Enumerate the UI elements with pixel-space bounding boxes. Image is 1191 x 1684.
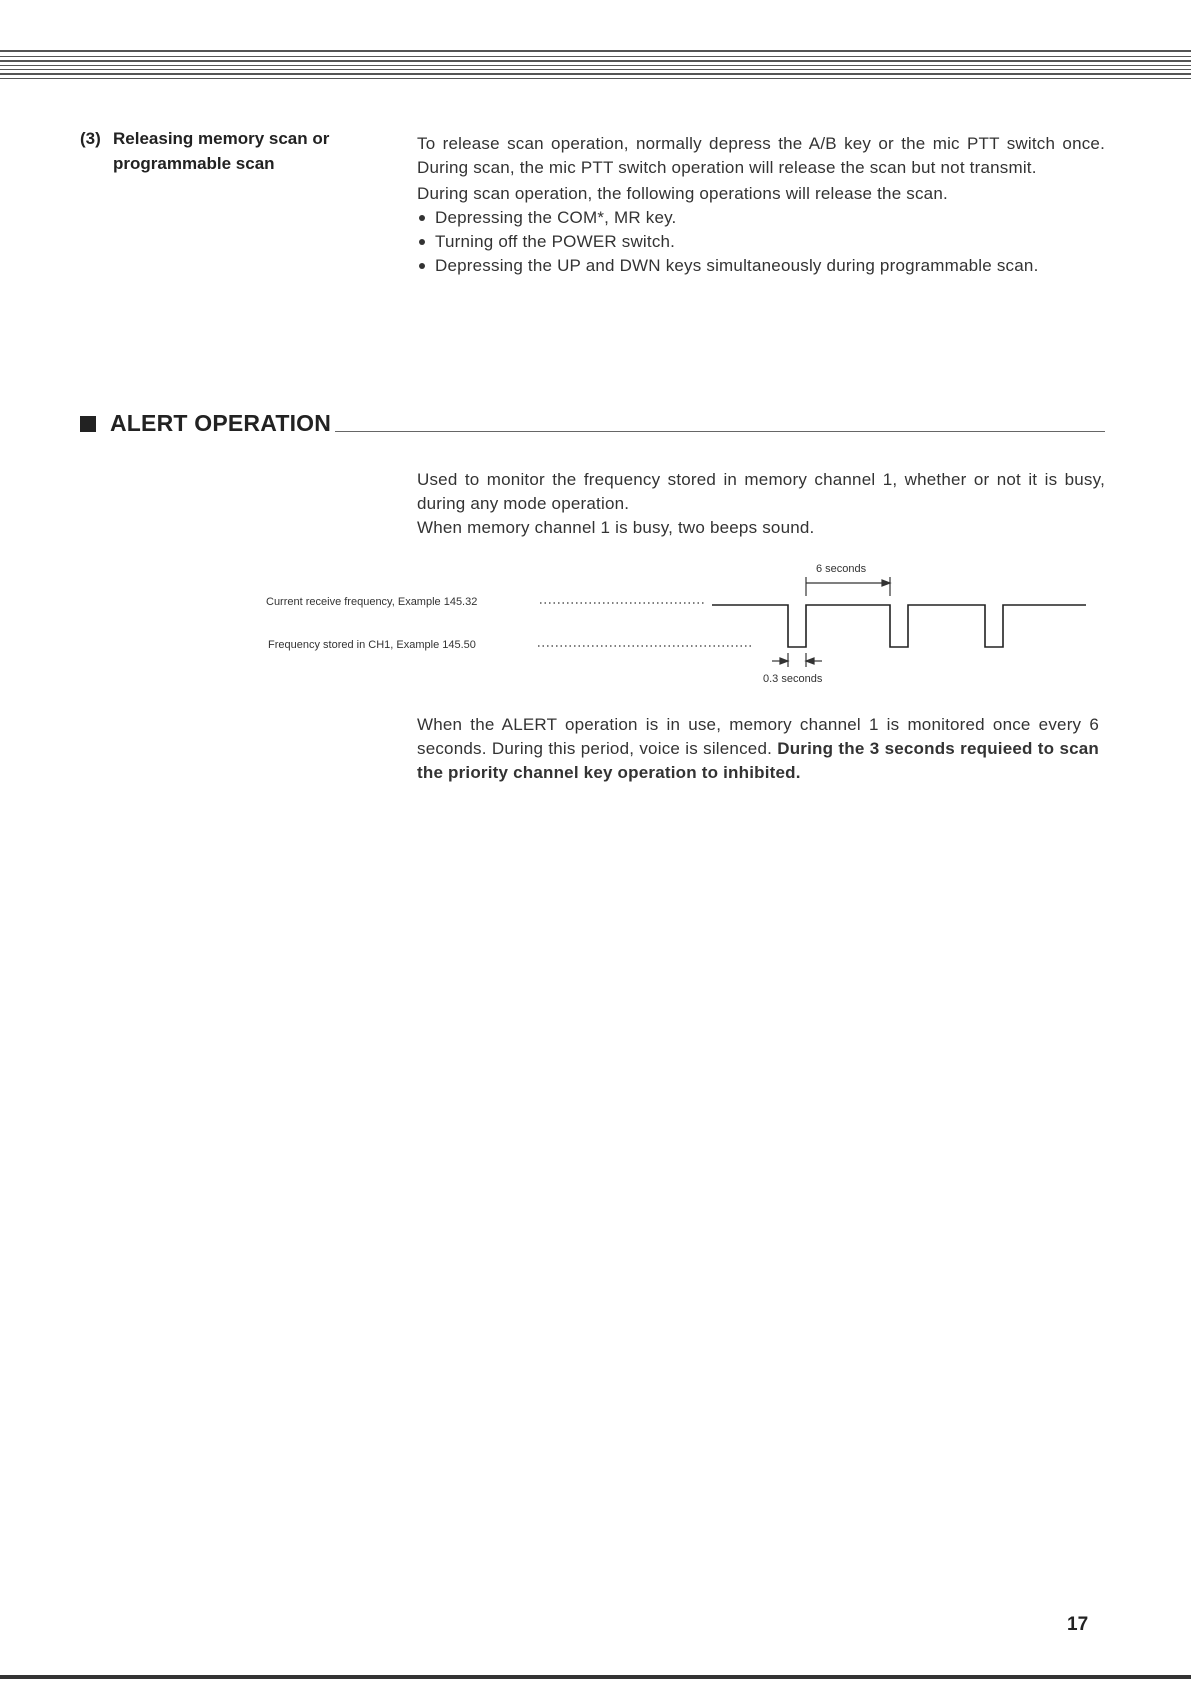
- section-title-line-1: Releasing memory scan or: [113, 129, 330, 148]
- section-3-body: [417, 132, 1105, 278]
- release-operations-intro: During scan operation, the following operations will release the scan.: [417, 184, 948, 203]
- current-frequency-label: Current receive frequency, Example 145.32: [266, 596, 478, 608]
- alert-detail-text: When the ALERT operation is in use, memory channel 1 is monitored once every 6 seconds. During this period, voice is silenced.: [417, 715, 1099, 758]
- list-item: Depressing the COM*, MR key.: [417, 206, 1105, 230]
- release-scan-paragraph: To release scan operation, normally depress the A/B key or the mic PTT switch once. During scan, the mic PTT switch operation will release the scan but not transmit.: [417, 134, 1105, 177]
- timing-waveform: [0, 560, 1191, 690]
- duration-arrowhead-left: [780, 658, 788, 664]
- frequency-waveform: [712, 605, 1086, 647]
- header-rules: [0, 48, 1191, 82]
- section-3-heading: [80, 126, 380, 176]
- section-number: (3): [80, 129, 101, 148]
- busy-beep-paragraph: When memory channel 1 is busy, two beeps sound.: [417, 518, 815, 537]
- duration-arrowhead-right: [806, 658, 814, 664]
- list-item: Depressing the UP and DWN keys simultaneously during programmable scan.: [417, 254, 1105, 278]
- interval-label: 6 seconds: [816, 563, 867, 575]
- alert-timing-diagram: [0, 560, 1191, 690]
- heading-rule: [335, 431, 1105, 432]
- release-operations-list: [417, 206, 1105, 278]
- list-item: Turning off the POWER switch.: [417, 230, 1105, 254]
- duration-label: 0.3 seconds: [763, 673, 823, 685]
- section-title-line-2: programmable scan: [113, 154, 275, 173]
- section-title: ALERT OPERATION: [110, 410, 332, 436]
- alert-detail-bold: During the 3 seconds requieed to scan the priority channel key operation to inhibited.: [417, 739, 1099, 782]
- alert-detail-paragraph: [417, 713, 1099, 785]
- square-bullet-icon: [80, 416, 96, 432]
- alert-operation-heading: [80, 410, 1105, 440]
- alert-description-paragraph: Used to monitor the frequency stored in memory channel 1, whether or not it is busy, during any mode operation.: [417, 470, 1105, 513]
- page-number: 17: [1067, 1614, 1089, 1635]
- stored-frequency-label: Frequency stored in CH1, Example 145.50: [268, 639, 476, 651]
- footer-rule: [0, 1675, 1191, 1679]
- alert-intro: [417, 468, 1105, 540]
- alert-details: [417, 713, 1099, 785]
- interval-arrowhead: [882, 580, 890, 586]
